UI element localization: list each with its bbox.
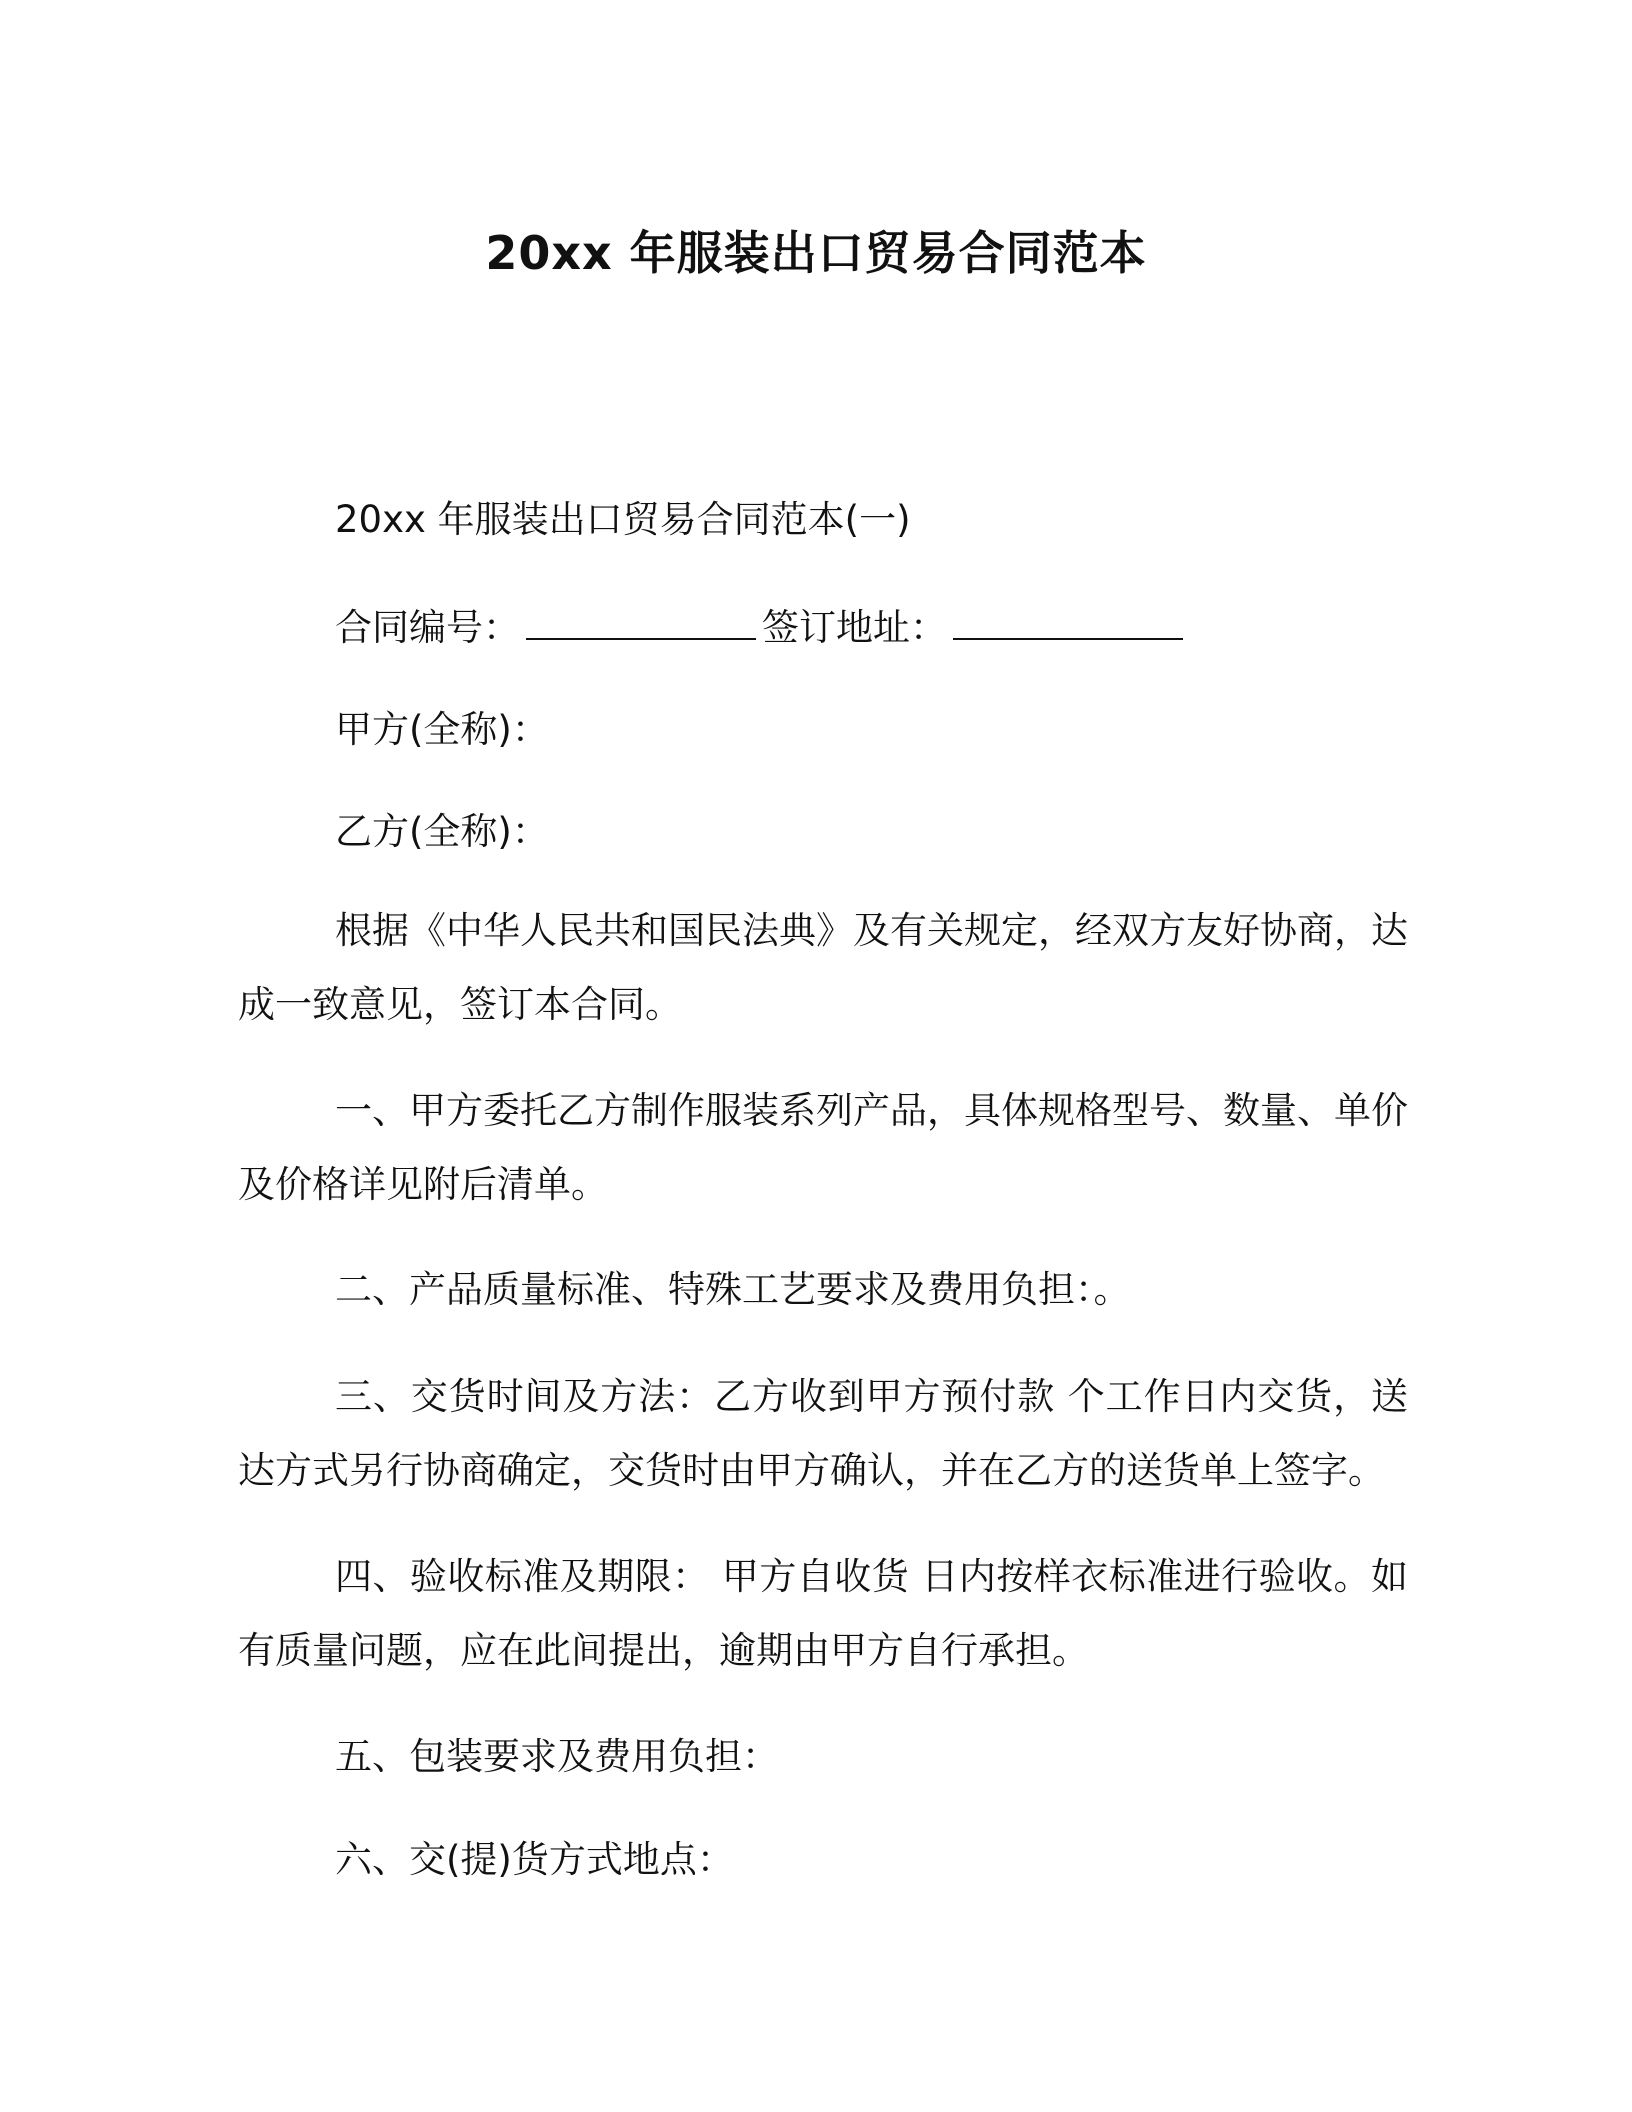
clause-6: 六、交(提)货方式地点：	[335, 1838, 734, 1881]
sign-place-label: 签订地址：	[762, 606, 947, 649]
clause-1: 一、甲方委托乙方制作服装系列产品，具体规格型号、数量、单价及价格详见附后清单。	[238, 1089, 1408, 1206]
sign-place-blank	[953, 602, 1183, 640]
clause-5: 五、包装要求及费用负担：	[335, 1735, 779, 1778]
party-b-line: 乙方(全称)：	[335, 810, 549, 853]
intro-paragraph: 根据《中华人民共和国民法典》及有关规定，经双方友好协商，达成一致意见，签订本合同。	[238, 909, 1408, 1026]
party-a-line: 甲方(全称)：	[335, 708, 549, 751]
document-title: 20xx 年服装出口贸易合同范本	[485, 226, 1147, 280]
contract-number-label: 合同编号：	[335, 606, 520, 649]
contract-number-line	[335, 600, 1505, 656]
clause-4: 四、验收标准及期限： 甲方自收货 日内按样衣标准进行验收。如有质量问题，应在此间提出，逾期由甲方自行承担。	[238, 1555, 1408, 1672]
document-subtitle: 20xx 年服装出口贸易合同范本(一)	[335, 498, 911, 541]
clause-2: 二、产品质量标准、特殊工艺要求及费用负担：。	[335, 1268, 1131, 1311]
clause-3: 三、交货时间及方法：乙方收到甲方预付款 个工作日内交货，送达方式另行协商确定，交货时由甲方确认，并在乙方的送货单上签字。	[238, 1375, 1408, 1492]
contract-number-blank	[526, 602, 756, 640]
